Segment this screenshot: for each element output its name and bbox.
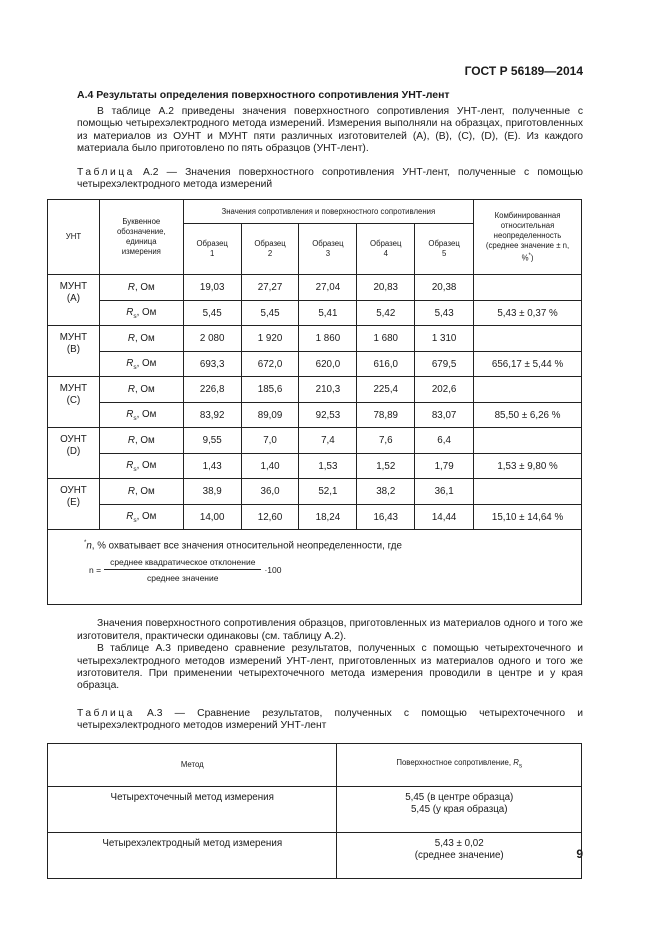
table-row — [48, 377, 582, 403]
table-row — [48, 275, 582, 301]
cell-value: 14,44 — [415, 504, 474, 530]
cell-value: 5,45 — [241, 300, 299, 326]
cell-value: 1,79 — [415, 453, 474, 479]
cell-empty — [474, 479, 582, 505]
unit: , Ом — [134, 282, 155, 294]
cell-designation — [99, 504, 183, 530]
unit: , Ом — [134, 486, 155, 498]
symbol: R — [127, 282, 135, 294]
cell-value: 83,92 — [183, 402, 241, 428]
note-text — [84, 540, 581, 551]
manufacturer-code: (D) — [66, 446, 81, 458]
col-header-sample-1 — [183, 224, 241, 275]
col-header-unt: УНТ — [48, 200, 100, 275]
cell-value: 20,83 — [357, 275, 415, 301]
cell-combined-uncertainty: 15,10 ± 14,64 % — [474, 504, 582, 530]
cell-value: 1 920 — [241, 326, 299, 352]
cell-unt-name — [48, 275, 100, 326]
cell-designation — [99, 351, 183, 377]
page-content — [59, 89, 583, 879]
cell-empty — [474, 275, 582, 301]
col-header-designation: Буквенное обозначение, единица измерения — [99, 200, 183, 275]
cell-value: 616,0 — [357, 351, 415, 377]
cell-value: 1,40 — [241, 453, 299, 479]
symbol: R — [126, 357, 134, 369]
col-header-combined-tail: ) — [530, 253, 534, 263]
table-row — [48, 351, 582, 377]
col-header-rs-subscript: s — [518, 762, 523, 770]
cell-designation — [99, 326, 183, 352]
section-paragraph: В таблице А.2 приведены значения поверхностного сопротивления УНТ-лент, полученные с помощью четырехэлектродного метода измерений. Измерения выполняли на образцах, приготовленных из материалов из ОУНТ и МУНТ пяти различных изготовителей (А), (В), (С), (D), (Е). Из каждого материала было приготовлено по пять образцов (УНТ-лент). — [77, 106, 583, 155]
sample-word: Образец — [428, 239, 460, 249]
cell-value: 9,55 — [183, 428, 241, 454]
cell-surface-resistance — [337, 786, 582, 832]
sample-number: 2 — [267, 249, 273, 259]
table-a2-caption — [77, 167, 583, 192]
cell-designation — [99, 428, 183, 454]
value-line: 5,43 ± 0,02 — [434, 837, 484, 849]
symbol: R — [126, 510, 134, 522]
formula-factor: ·100 — [264, 564, 282, 575]
table-a2 — [47, 199, 582, 605]
unt-type: МУНТ — [59, 332, 88, 344]
cell-value: 27,27 — [241, 275, 299, 301]
document-header: ГОСТ Р 56189—2014 — [464, 64, 583, 78]
sample-number: 1 — [210, 249, 215, 259]
cell-value: 1 680 — [357, 326, 415, 352]
table-row — [48, 428, 582, 454]
table-row — [48, 300, 582, 326]
cell-designation — [99, 300, 183, 326]
symbol-subscript: s — [133, 465, 137, 473]
table-a3-caption-text: А.3 — Сравнение результатов, полученных с помощью четырехточечного и четырехэлектродного методов измерений УНТ-лент — [77, 707, 583, 732]
unit: , Ом — [136, 510, 157, 522]
paragraph-conclusion: Значения поверхностного сопротивления образцов, приготовленных из материалов одного и того же изготовителя, практически одинаковы (см. таблицу А.2). — [77, 618, 583, 642]
cell-value: 38,9 — [183, 479, 241, 505]
cell-value: 38,2 — [357, 479, 415, 505]
unit: , Ом — [136, 357, 157, 369]
cell-designation — [99, 275, 183, 301]
cell-value: 210,3 — [299, 377, 357, 403]
symbol: R — [126, 306, 134, 318]
cell-value: 1,52 — [357, 453, 415, 479]
cell-value: 20,38 — [415, 275, 474, 301]
manufacturer-code: (В) — [66, 344, 80, 356]
col-header-combined-uncertainty — [474, 200, 582, 275]
col-header-method: Метод — [48, 743, 337, 786]
sample-word: Образец — [370, 239, 402, 249]
symbol-subscript: s — [133, 516, 137, 524]
cell-value: 7,6 — [357, 428, 415, 454]
cell-unt-name — [48, 326, 100, 377]
cell-value: 672,0 — [241, 351, 299, 377]
table-a3 — [47, 743, 582, 879]
footnote-marker: * — [528, 253, 531, 260]
cell-value: 18,24 — [299, 504, 357, 530]
table-a2-caption-lead: Таблица — [77, 166, 135, 178]
cell-empty — [474, 428, 582, 454]
page-number: 9 — [576, 847, 583, 861]
symbol: R — [127, 333, 135, 345]
table-a2-note — [48, 530, 582, 605]
manufacturer-code: (Е) — [66, 497, 80, 509]
unit: , Ом — [134, 333, 155, 345]
unt-type: МУНТ — [59, 281, 88, 293]
col-header-combined-text: Комбинированная относительная неопределенность (среднее значение ± n, % — [485, 211, 570, 263]
sample-number: 5 — [441, 249, 447, 259]
cell-unt-name — [48, 428, 100, 479]
symbol: R — [127, 435, 135, 447]
table-a3-caption — [77, 708, 583, 733]
symbol: R — [126, 408, 134, 420]
unt-type: ОУНТ — [60, 485, 87, 497]
cell-combined-uncertainty: 656,17 ± 5,44 % — [474, 351, 582, 377]
cell-value: 36,1 — [415, 479, 474, 505]
col-header-sample-3 — [299, 224, 357, 275]
cell-empty — [474, 377, 582, 403]
cell-combined-uncertainty: 5,43 ± 0,37 % — [474, 300, 582, 326]
cell-method: Четырехэлектродный метод измерения — [48, 832, 337, 878]
cell-designation — [99, 377, 183, 403]
table-a3-caption-lead: Таблица — [77, 707, 135, 719]
manufacturer-code: (С) — [66, 395, 81, 407]
symbol: R — [126, 459, 134, 471]
cell-method: Четырехточечный метод измерения — [48, 786, 337, 832]
uncertainty-formula — [89, 557, 581, 583]
value-line: 5,45 (в центре образца) — [405, 791, 514, 803]
unit: , Ом — [136, 306, 157, 318]
table-a2-caption-text: А.2 — Значения поверхностного сопротивления УНТ-лент, полученные с помощью четырехэлектродного метода измерений — [77, 166, 583, 191]
col-header-values-group: Значения сопротивления и поверхностного сопротивления — [183, 200, 473, 224]
unit: , Ом — [134, 384, 155, 396]
unt-type: ОУНТ — [60, 434, 87, 446]
cell-designation — [99, 402, 183, 428]
formula-lhs: n = — [89, 564, 102, 575]
unit: , Ом — [136, 408, 157, 420]
cell-designation — [99, 453, 183, 479]
cell-value: 52,1 — [299, 479, 357, 505]
col-header-surface-resistance — [337, 743, 582, 786]
col-header-sample-4 — [357, 224, 415, 275]
paragraph-table-a3-intro: В таблице А.3 приведено сравнение результатов, полученных с помощью четырехточечного и четырехэлектродного методов измерений УНТ-лент, приготовленных из материалов одного и того же изготовителя. При применении четырехточечного метода измерения проводили в центре и у края образца. — [77, 643, 583, 692]
col-header-sample-5 — [415, 224, 474, 275]
cell-value: 7,0 — [241, 428, 299, 454]
col-header-sample-2 — [241, 224, 299, 275]
symbol-subscript: s — [133, 414, 137, 422]
unit: , Ом — [134, 435, 155, 447]
cell-value: 226,8 — [183, 377, 241, 403]
table-row — [48, 832, 582, 878]
cell-unt-name — [48, 479, 100, 530]
manufacturer-code: (А) — [66, 293, 80, 305]
cell-value: 5,41 — [299, 300, 357, 326]
sample-number: 4 — [383, 249, 388, 259]
note-variable: n — [86, 540, 92, 552]
cell-value: 12,60 — [241, 504, 299, 530]
cell-value: 1,53 — [299, 453, 357, 479]
cell-designation — [99, 479, 183, 505]
sample-word: Образец — [196, 239, 228, 249]
cell-value: 19,03 — [183, 275, 241, 301]
formula-numerator: среднее квадратическое отклонение — [104, 557, 261, 570]
cell-value: 27,04 — [299, 275, 357, 301]
cell-value: 5,43 — [415, 300, 474, 326]
cell-value: 89,09 — [241, 402, 299, 428]
note-marker: * — [84, 540, 87, 547]
cell-combined-uncertainty: 85,50 ± 6,26 % — [474, 402, 582, 428]
cell-value: 7,4 — [299, 428, 357, 454]
symbol-subscript: s — [133, 363, 137, 371]
symbol-subscript: s — [133, 312, 137, 320]
table-row — [48, 504, 582, 530]
section-title: А.4 Результаты определения поверхностного сопротивления УНТ-лент — [77, 89, 450, 101]
table-row — [48, 786, 582, 832]
cell-value: 225,4 — [357, 377, 415, 403]
table-row — [48, 402, 582, 428]
col-header-rs-symbol: R — [513, 758, 519, 768]
cell-value: 1,43 — [183, 453, 241, 479]
note-description: , % охватывает все значения относительной неопределенности, где — [91, 540, 402, 552]
cell-value: 1 310 — [415, 326, 474, 352]
sample-word: Образец — [312, 239, 344, 249]
cell-value: 83,07 — [415, 402, 474, 428]
cell-value: 78,89 — [357, 402, 415, 428]
cell-value: 202,6 — [415, 377, 474, 403]
value-line: (среднее значение) — [414, 849, 504, 861]
cell-value: 620,0 — [299, 351, 357, 377]
table-row — [48, 326, 582, 352]
formula-denominator: среднее значение — [147, 572, 219, 583]
cell-value: 5,42 — [357, 300, 415, 326]
cell-value: 6,4 — [415, 428, 474, 454]
symbol: R — [127, 384, 135, 396]
sample-word: Образец — [254, 239, 286, 249]
unt-type: МУНТ — [59, 383, 88, 395]
cell-combined-uncertainty: 1,53 ± 9,80 % — [474, 453, 582, 479]
cell-value: 679,5 — [415, 351, 474, 377]
cell-empty — [474, 326, 582, 352]
cell-value: 5,45 — [183, 300, 241, 326]
col-header-rs-label: Поверхностное сопротивление, — [396, 758, 512, 768]
value-line: 5,45 (у края образца) — [410, 803, 508, 815]
cell-value: 1 860 — [299, 326, 357, 352]
cell-value: 2 080 — [183, 326, 241, 352]
symbol: R — [127, 486, 135, 498]
cell-unt-name — [48, 377, 100, 428]
cell-value: 185,6 — [241, 377, 299, 403]
unit: , Ом — [136, 459, 157, 471]
table-row — [48, 453, 582, 479]
cell-surface-resistance — [337, 832, 582, 878]
formula-fraction — [104, 557, 261, 583]
cell-value: 36,0 — [241, 479, 299, 505]
cell-value: 693,3 — [183, 351, 241, 377]
cell-value: 16,43 — [357, 504, 415, 530]
cell-value: 92,53 — [299, 402, 357, 428]
sample-number: 3 — [325, 249, 331, 259]
table-row — [48, 479, 582, 505]
cell-value: 14,00 — [183, 504, 241, 530]
